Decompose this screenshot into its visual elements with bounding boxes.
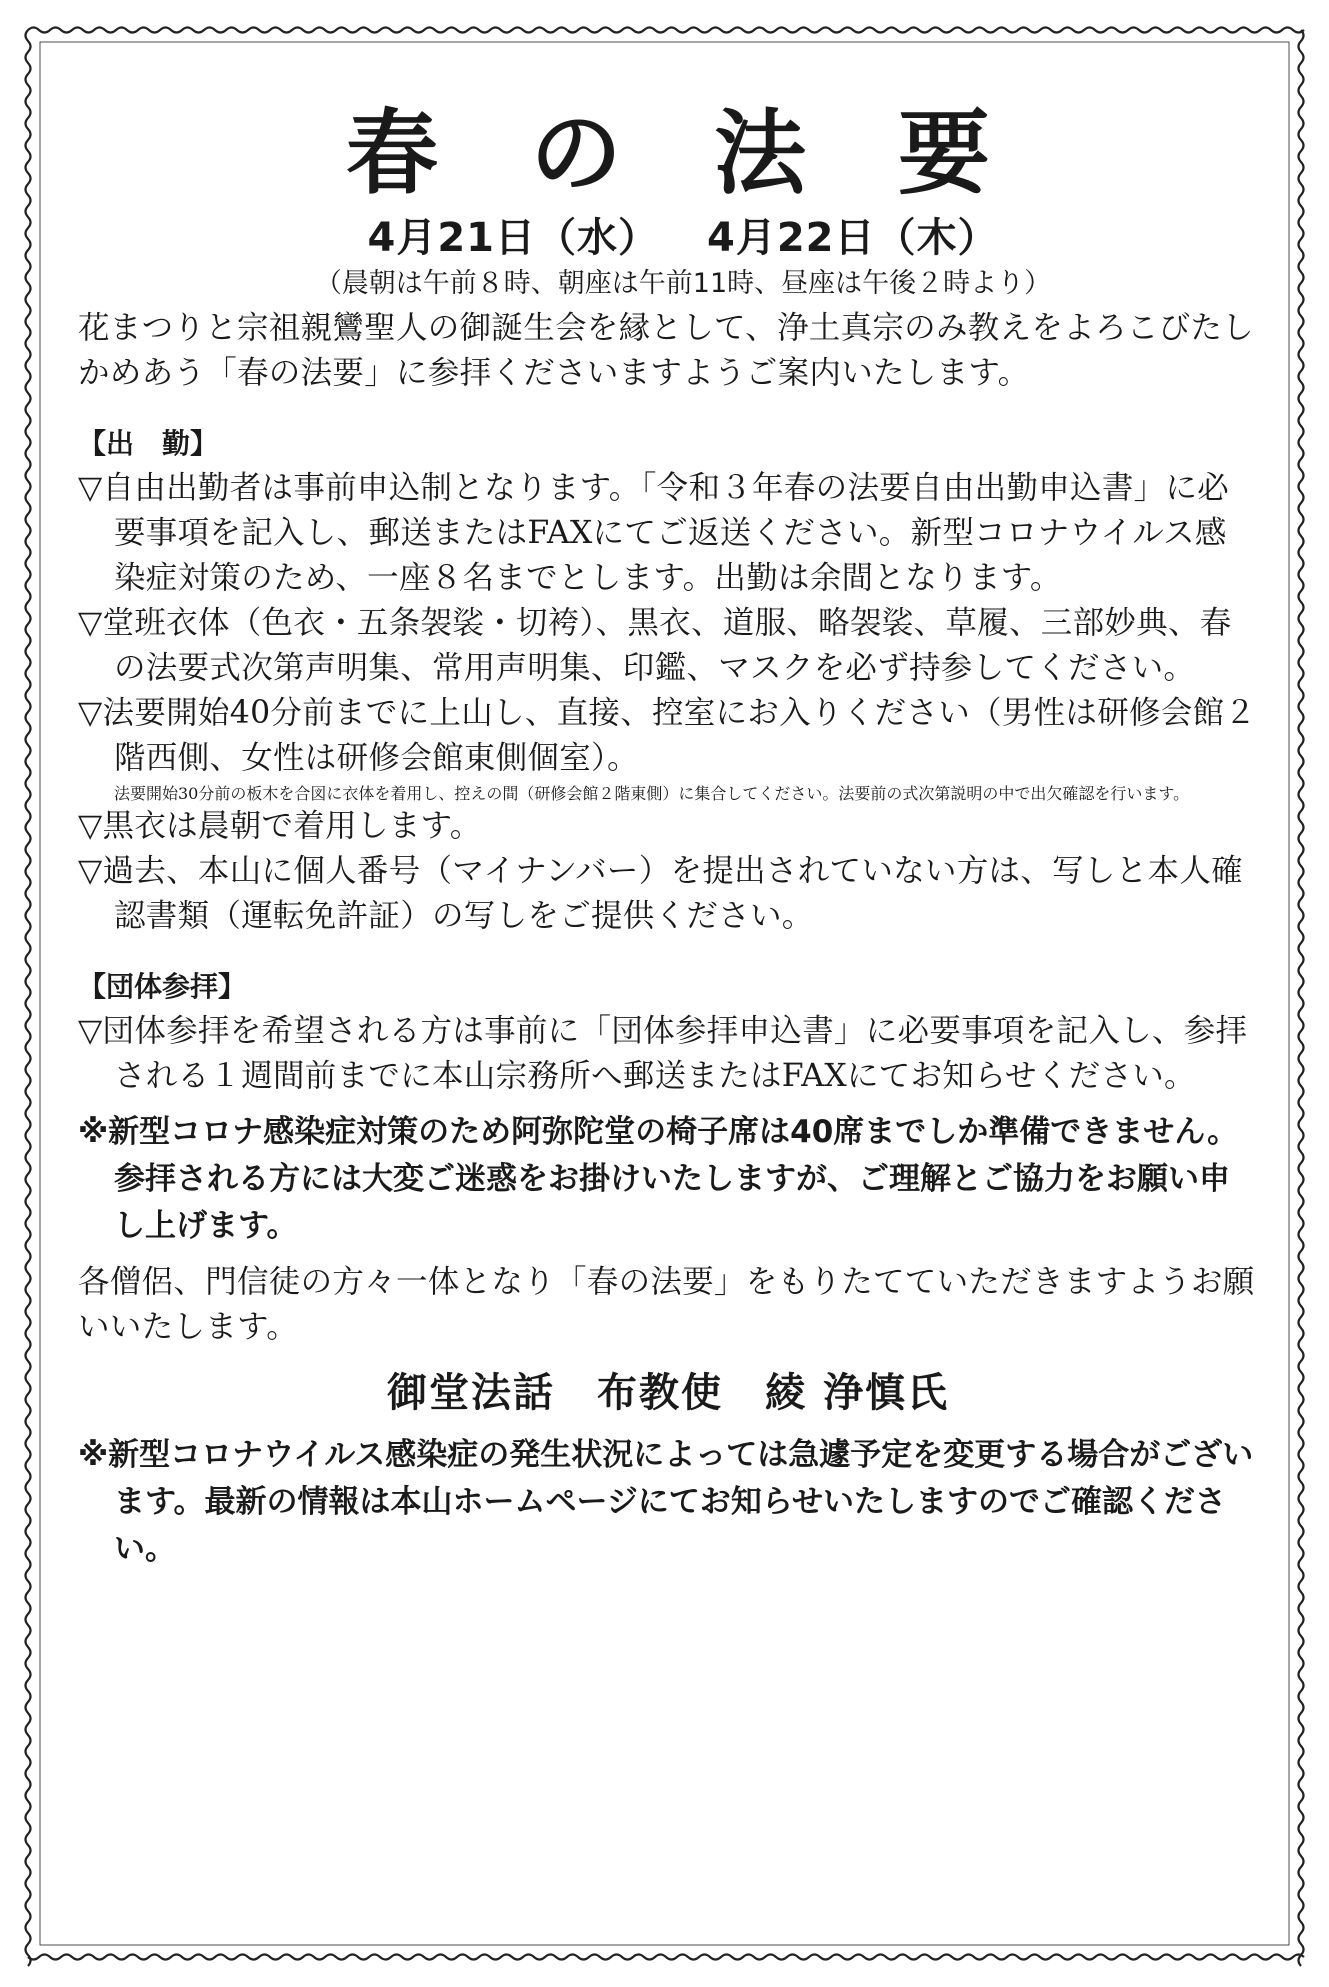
event-dates xyxy=(108,212,1258,264)
service-times: （晨朝は午前８時、朝座は午前11時、昼座は午後２時より） xyxy=(314,268,1052,299)
date-day2: 4月22日（木） xyxy=(707,215,999,261)
shukkin-item: ▽過去、本山に個人番号（マイナンバー）を提出されていない方は、写しと本人確認書類（運転免許証）の写しをご提供ください。 xyxy=(78,853,1243,934)
schedule-change-note: ※新型コロナウイルス感染症の発生状況によっては急遽予定を変更する場合がございます。最新の情報は本山ホームページにてお知らせいたしますのでご確認ください。 xyxy=(78,1437,1254,1567)
section-heading-shukkin: 【出 勤】 xyxy=(78,427,219,460)
dantai-item: ▽団体参拝を希望される方は事前に「団体参拝申込書」に必要事項を記入し、参拝される１週間前までに本山宗務所へ郵送またはFAXにてお知らせください。 xyxy=(78,1013,1248,1094)
shukkin-item: ▽堂班衣体（色衣・五条袈裟・切袴）、黒衣、道服、略袈裟、草履、三部妙典、春の法要式次第声明集、常用声明集、印鑑、マスクを必ず持参してください。 xyxy=(78,605,1232,686)
shukkin-item: ▽自由出勤者は事前申込制となります。「令和３年春の法要自由出勤申込書」に必要事項を記入し、郵送またはFAXにてご返送ください。新型コロナウイルス感染症対策のため、一座８名までとします。出勤は余間となります。 xyxy=(78,470,1230,596)
notice-body xyxy=(78,98,1258,1898)
page-title: 春 の 法 要 xyxy=(345,99,1021,207)
shukkin-item: ▽黒衣は晨朝で着用します。 xyxy=(78,808,482,844)
shukkin-item-continuation: 法要開始30分前の板木を合図に衣体を着用し、控えの間（研修会館２階東側）に集合してください。法要前の式次第説明の中で出欠確認を行います。 xyxy=(114,784,1190,803)
sermon-preacher: 綾 浄慎氏 xyxy=(765,1370,949,1416)
sermon-info xyxy=(78,1364,1258,1422)
date-day1: 4月21日（水） xyxy=(367,215,659,261)
intro-paragraph: 花まつりと宗祖親鸞聖人の御誕生会を縁として、浄土真宗のみ教えをよろこびたしかめあう「春の法要」に参拝くださいますようご案内いたします。 xyxy=(78,310,1254,391)
closing-paragraph: 各僧侶、門信徒の方々一体となり「春の法要」をもりたてていただきますようお願いいたします。 xyxy=(78,1264,1255,1345)
section-heading-dantai: 【団体参拝】 xyxy=(78,970,247,1003)
covid-seating-note: ※新型コロナ感染症対策のため阿弥陀堂の椅子席は40席までしか準備できません。参拝される方には大変ご迷惑をお掛けいたしますが、ご理解とご協力をお願い申し上げます。 xyxy=(78,1114,1239,1244)
shukkin-item: ▽法要開始40分前までに上山し、直接、控室にお入りください（男性は研修会館２階西側、女性は研修会館東側個室）。 xyxy=(78,695,1257,776)
sermon-role: 布教使 xyxy=(597,1370,724,1416)
sermon-label: 御堂法話 xyxy=(387,1370,556,1416)
